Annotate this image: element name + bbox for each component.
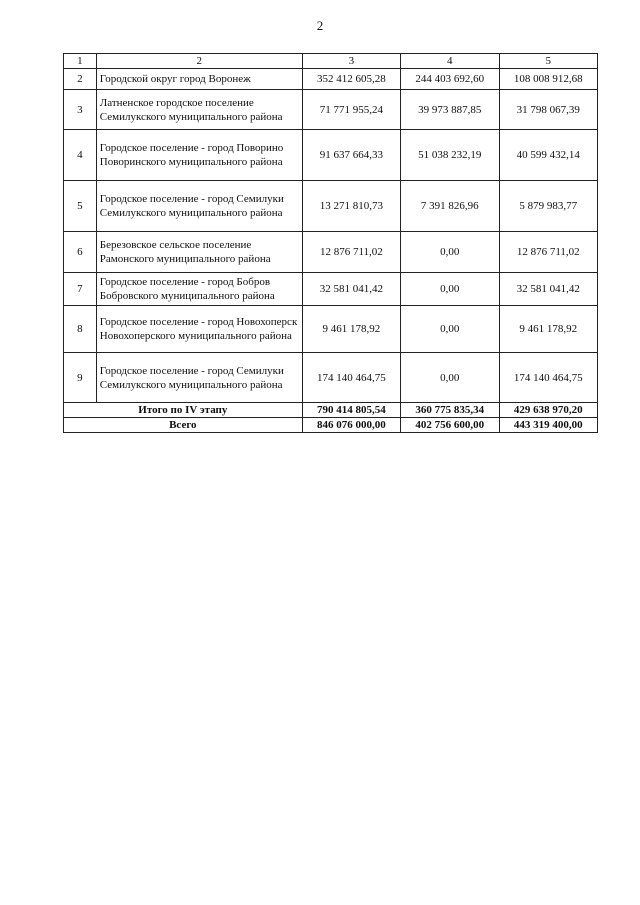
row-number: 4: [64, 130, 97, 181]
page-number: 2: [316, 18, 324, 33]
grand-total-col5: 443 319 400,00: [499, 418, 597, 433]
header-cell: 1: [64, 54, 97, 69]
value-col5: 40 599 432,14: [499, 130, 597, 181]
table-row: [64, 90, 598, 130]
value-col5: 12 876 711,02: [499, 232, 597, 273]
municipality-name: Городское поселение - город Семилуки Семилукского муниципального района: [96, 353, 302, 403]
value-col5: 174 140 464,75: [499, 353, 597, 403]
municipality-name: Латненское городское поселение Семилукского муниципального района: [96, 90, 302, 130]
stage-total-col5: 429 638 970,20: [499, 403, 597, 418]
value-col4: 244 403 692,60: [401, 69, 499, 90]
value-col3: 71 771 955,24: [302, 90, 400, 130]
table-row: [64, 181, 598, 232]
value-col4: 0,00: [401, 353, 499, 403]
value-col4: 7 391 826,96: [401, 181, 499, 232]
stage-total-col3: 790 414 805,54: [302, 403, 400, 418]
value-col4: 0,00: [401, 232, 499, 273]
value-col5: 9 461 178,92: [499, 306, 597, 353]
grand-total-col3: 846 076 000,00: [302, 418, 400, 433]
value-col3: 91 637 664,33: [302, 130, 400, 181]
row-number: 9: [64, 353, 97, 403]
row-number: 3: [64, 90, 97, 130]
stage-total-label: Итого по IV этапу: [64, 403, 303, 418]
budget-table: [63, 53, 598, 433]
table-row: [64, 273, 598, 306]
table-row: [64, 69, 598, 90]
municipality-name: Городское поселение - город Бобров Бобровского муниципального района: [96, 273, 302, 306]
value-col3: 174 140 464,75: [302, 353, 400, 403]
table-row: [64, 306, 598, 353]
row-number: 6: [64, 232, 97, 273]
value-col3: 12 876 711,02: [302, 232, 400, 273]
value-col5: 32 581 041,42: [499, 273, 597, 306]
value-col3: 352 412 605,28: [302, 69, 400, 90]
grand-total-row: [64, 418, 598, 433]
value-col4: 0,00: [401, 273, 499, 306]
table-row: [64, 232, 598, 273]
header-cell: 2: [96, 54, 302, 69]
municipality-name: Городской округ город Воронеж: [96, 69, 302, 90]
row-number: 8: [64, 306, 97, 353]
stage-total-col4: 360 775 835,34: [401, 403, 499, 418]
municipality-name: Городское поселение - город Поворино Поворинского муниципального района: [96, 130, 302, 181]
municipality-name: Березовское сельское поселение Рамонского муниципального района: [96, 232, 302, 273]
value-col4: 0,00: [401, 306, 499, 353]
value-col4: 39 973 887,85: [401, 90, 499, 130]
table-row: [64, 353, 598, 403]
value-col5: 108 008 912,68: [499, 69, 597, 90]
row-number: 7: [64, 273, 97, 306]
grand-total-col4: 402 756 600,00: [401, 418, 499, 433]
municipality-name: Городское поселение - город Новохоперск Новохоперского муниципального района: [96, 306, 302, 353]
grand-total-label: Всего: [64, 418, 303, 433]
value-col3: 13 271 810,73: [302, 181, 400, 232]
value-col3: 9 461 178,92: [302, 306, 400, 353]
value-col4: 51 038 232,19: [401, 130, 499, 181]
value-col3: 32 581 041,42: [302, 273, 400, 306]
header-cell: 3: [302, 54, 400, 69]
row-number: 2: [64, 69, 97, 90]
table-header-row: [64, 54, 598, 69]
stage-total-row: [64, 403, 598, 418]
value-col5: 5 879 983,77: [499, 181, 597, 232]
row-number: 5: [64, 181, 97, 232]
municipality-name: Городское поселение - город Семилуки Семилукского муниципального района: [96, 181, 302, 232]
value-col5: 31 798 067,39: [499, 90, 597, 130]
table-row: [64, 130, 598, 181]
header-cell: 5: [499, 54, 597, 69]
header-cell: 4: [401, 54, 499, 69]
